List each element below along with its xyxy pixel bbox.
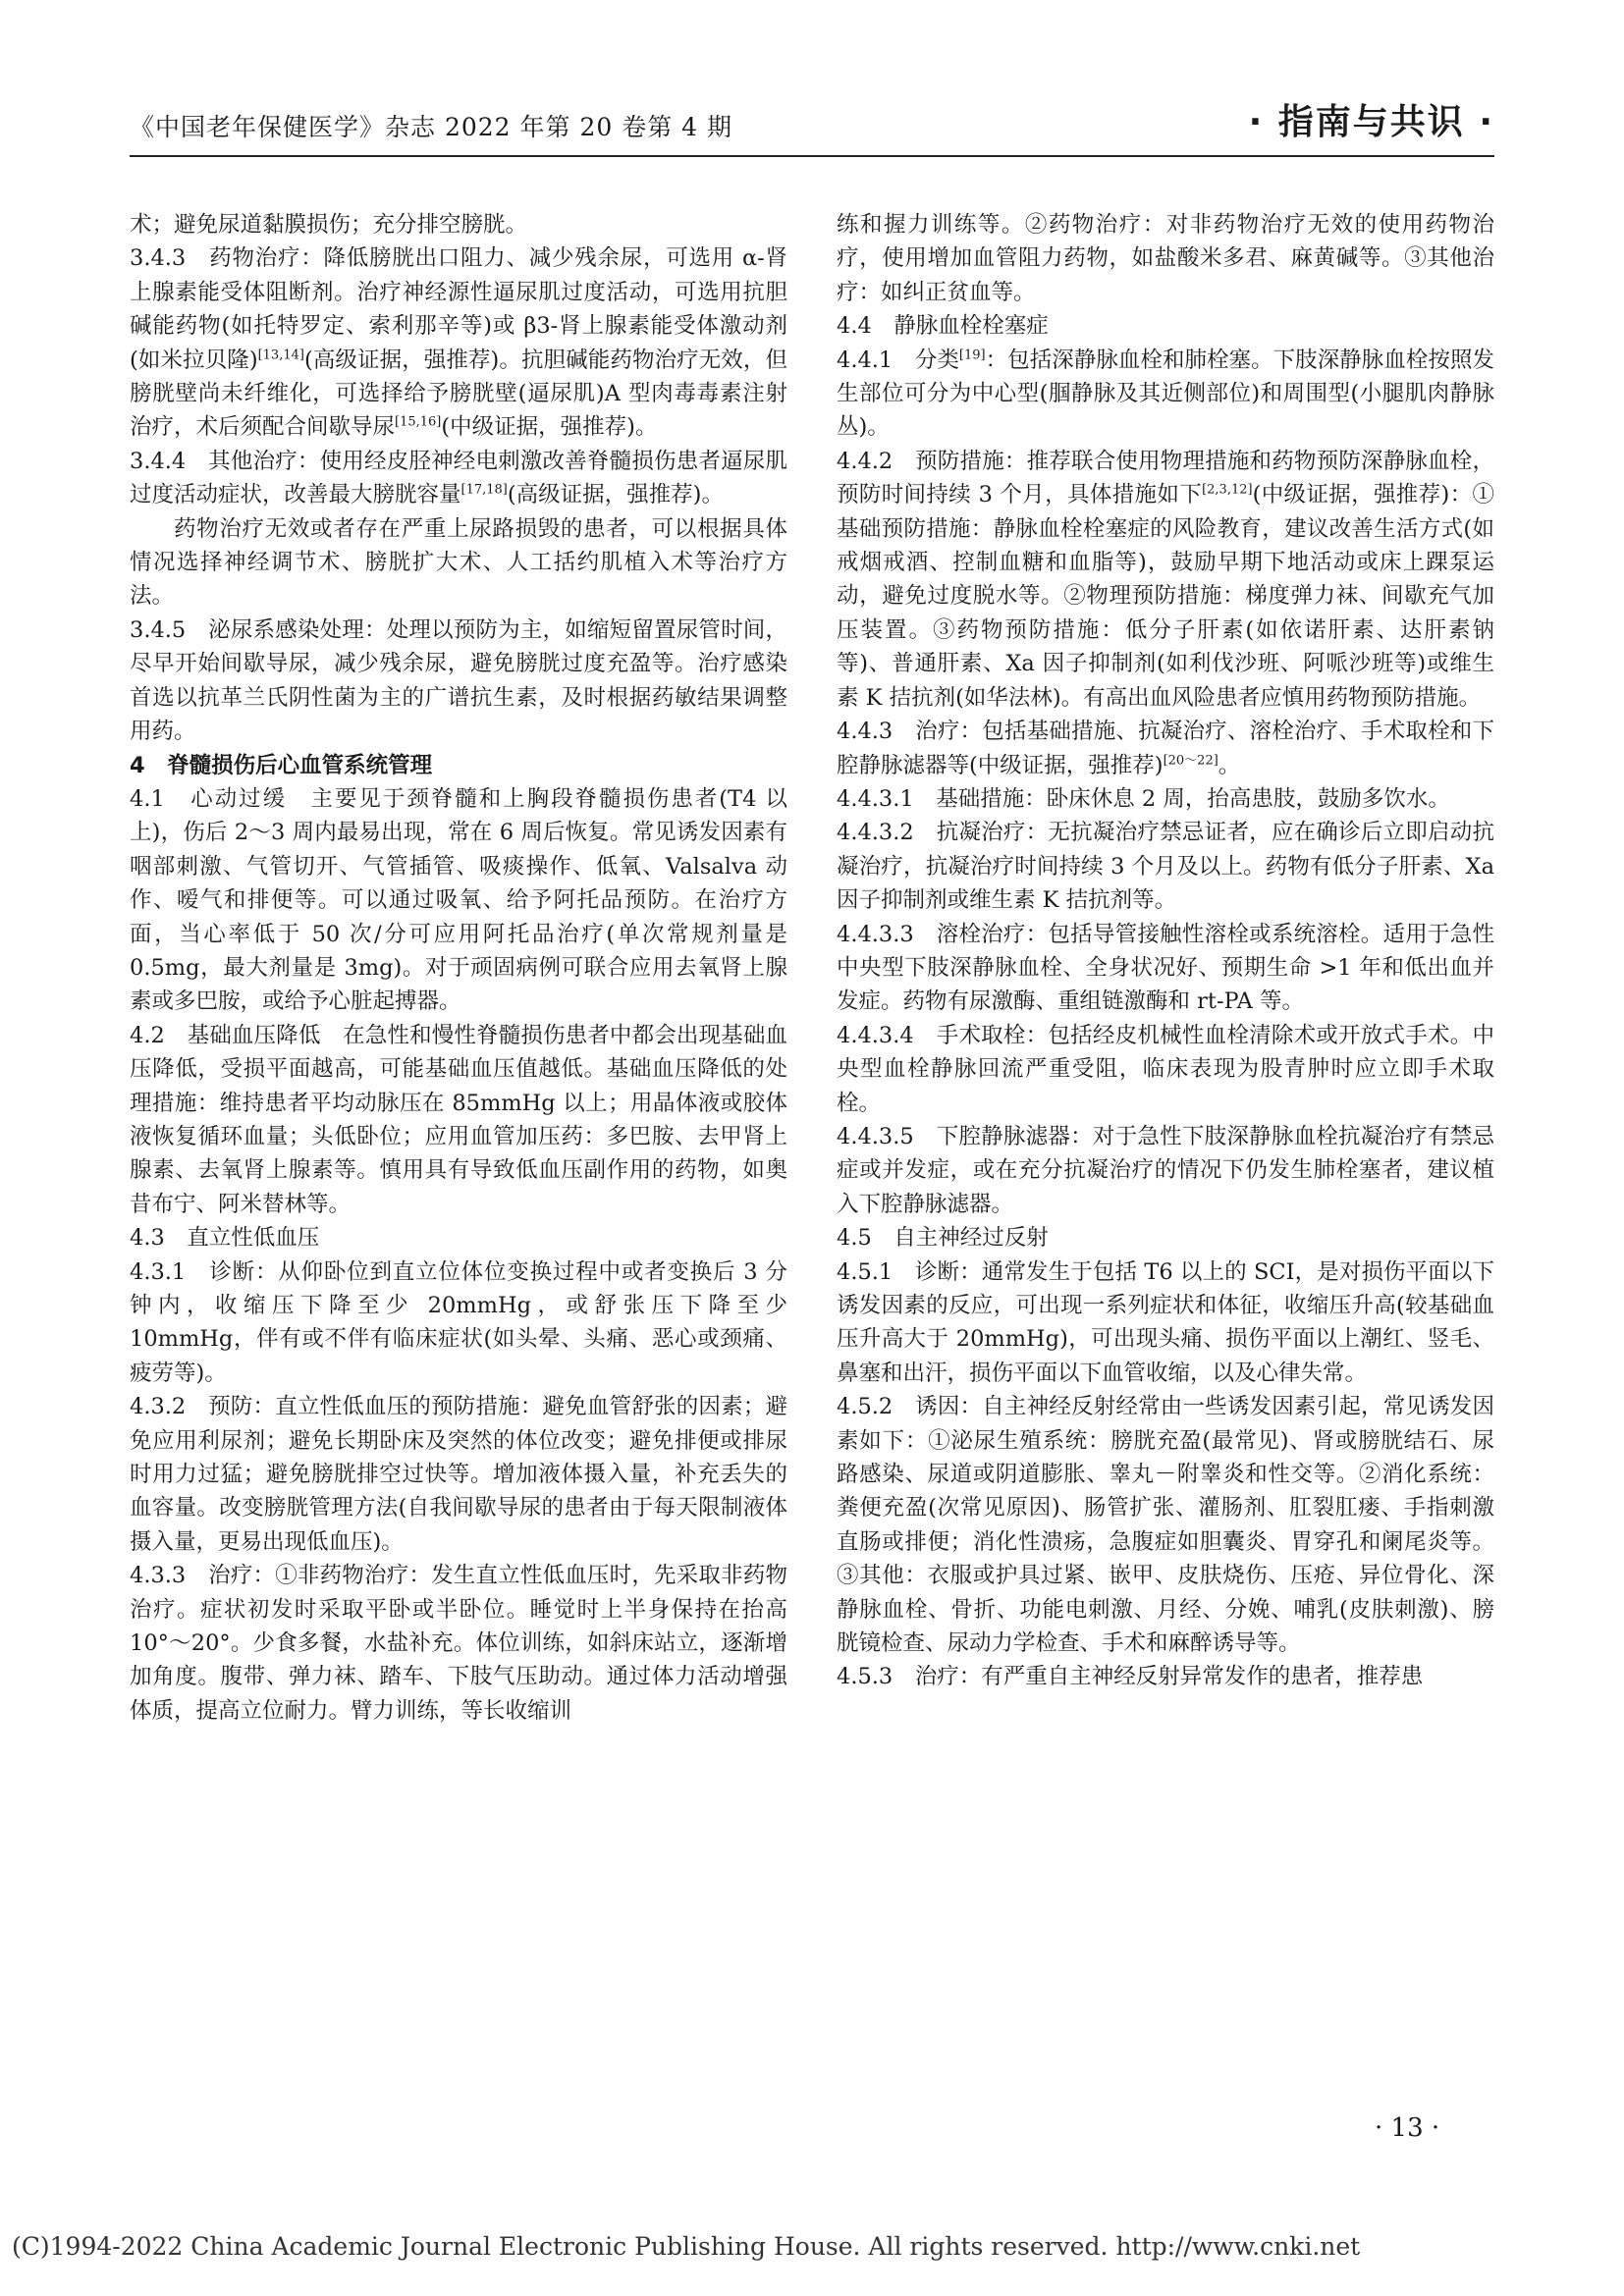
- paragraph-text: 术；避免尿道黏膜损伤；充分排空膀胱。: [130, 212, 528, 238]
- paragraph: [837, 715, 1494, 782]
- copyright-footer: (C)1994-2022 China Academic Journal Electronic Publishing House. All rights reserved. http://www.cnki.net: [12, 2232, 1361, 2261]
- section-label: · 指南与共识 ·: [1248, 102, 1494, 142]
- paragraph-text: 4.4 静脉血栓栓塞症: [837, 313, 1049, 340]
- paragraph-text: 4.5.2 诱因：自主神经反射经常由一些诱发因素引起，常见诱发因素如下：①泌尿生殖系统：膀胱充盈(最常见)、肾或膀胱结石、尿路感染、尿道或阴道膨胀、睾丸－附睾炎和性交等。②消化系统：粪便充盈(次常见原因)、肠管扩张、灌肠剂、肛裂肛瘘、手指刺激直肠或排便；消化性溃疡，急腹症如胆囊炎、胃穿孔和阑尾炎等。③其他：衣服或护具过紧、嵌甲、皮肤烧伤、压疮、异位骨化、深静脉血栓、骨折、功能电刺激、月经、分娩、哺乳(皮肤刺激)、膀胱镜检查、尿动力学检查、手术和麻醉诱导等。: [837, 1394, 1494, 1657]
- paragraph-text: 3.4.5 泌尿系感染处理：处理以预防为主，如缩短留置尿管时间，尽早开始间歇导尿，减少残余尿，避免膀胱过度充盈等。治疗感染首选以抗革兰氏阴性菌为主的广谱抗生素，及时根据药敏结果调整用药。: [130, 616, 787, 745]
- paragraph-text: 4.3.2 预防：直立性低血压的预防措施：避免血管舒张的因素；避免应用利尿剂；避免长期卧床及突然的体位改变；避免排便或排尿时用力过猛；避免膀胱排空过快等。增加液体摄入量，补充丢失的血容量。改变膀胱管理方法(自我间歇导尿的患者由于每天限制液体摄入量，更易出现低血压)。: [130, 1394, 787, 1555]
- citation-ref: [13,14]: [257, 347, 304, 363]
- paragraph-text: 4.5 自主神经过反射: [837, 1225, 1049, 1252]
- paragraph-text: 练和握力训练等。②药物治疗：对非药物治疗无效的使用药物治疗，使用增加血管阻力药物，如盐酸米多君、麻黄碱等。③其他治疗：如纠正贫血等。: [837, 212, 1494, 305]
- paragraph: [130, 1559, 787, 1728]
- paragraph-text: (高级证据，强推荐)。: [507, 482, 724, 508]
- citation-ref: [15,16]: [395, 414, 442, 430]
- citation-ref: [2,3,12]: [1202, 482, 1253, 498]
- paragraph: [837, 1120, 1494, 1221]
- citation-ref: [17,18]: [460, 482, 508, 498]
- paragraph: [837, 782, 1494, 816]
- paragraph-text: 4.4.1 分类: [837, 347, 959, 373]
- paragraph: [837, 1019, 1494, 1120]
- paragraph-text: 4.3.1 诊断：从仰卧位到直立位体位变换过程中或者变换后 3 分钟内，收缩压下降至少 20mmHg，或舒张压下降至少 10mmHg，伴有或不伴有临床症状(如头晕、头痛、恶心或颈痛、疲劳等)。: [130, 1258, 787, 1386]
- paragraph-text: 4.4.3.5 下腔静脉滤器：对于急性下肢深静脉血栓抗凝治疗有禁忌症或并发症，或在充分抗凝治疗的情况下仍发生肺栓塞者，建议植入下腔静脉滤器。: [837, 1123, 1494, 1217]
- heading-text: 4 脊髓损伤后心血管系统管理: [130, 752, 433, 778]
- paragraph-text: 4.3.3 治疗：①非药物治疗：发生直立性低血压时，先采取非药物治疗。症状初发时采取平卧或半卧位。睡觉时上半身保持在抬高 10°～20°。少食多餐，水盐补充。体位训练，如斜床站立，逐渐增加角度。腹带、弹力袜、踏车、下肢气压助动。通过体力活动增强体质，提高立位耐力。臂力训练，等长收缩训: [130, 1563, 787, 1724]
- paragraph-text: 4.4.3.2 抗凝治疗：无抗凝治疗禁忌证者，应在确诊后立即启动抗凝治疗，抗凝治疗时间持续 3 个月及以上。药物有低分子肝素、Xa 因子抑制剂或维生素 K 拮抗剂等。: [837, 820, 1494, 914]
- section-heading: [130, 749, 787, 782]
- paragraph-text: 药物治疗无效或者存在严重上尿路损毁的患者，可以根据具体情况选择神经调节术、膀胱扩大术、人工括约肌植入术等治疗方法。: [130, 515, 787, 610]
- journal-header: 《中国老年保健医学》杂志 2022 年第 20 卷第 4 期: [130, 113, 733, 141]
- paragraph: [837, 1255, 1494, 1391]
- paragraph: [837, 445, 1494, 715]
- paragraph: [837, 208, 1494, 309]
- citation-ref: [20～22]: [1163, 753, 1218, 768]
- paragraph-text: 4.2 基础血压降低 在急性和慢性脊髓损伤患者中都会出现基础血压降低，受损平面越高，可能基础血压值越低。基础血压降低的处理措施：维持患者平均动脉压在 85mmHg 以上；用晶体液或胶体液恢复循环血量；头低卧位；应用血管加压药：多巴胺、去甲肾上腺素、去氧肾上腺素等。慎用具有导致低血压副作用的药物，如奥昔布宁、阿米替林等。: [130, 1022, 787, 1217]
- page-number: · 13 ·: [1375, 2113, 1440, 2143]
- paragraph: [130, 1390, 787, 1559]
- paragraph: [130, 614, 787, 749]
- paragraph-text: 4.5.1 诊断：通常发生于包括 T6 以上的 SCI，是对损伤平面以下诱发因素的反应，可出现一系列症状和体征，收缩压升高(较基础血压升高大于 20mmHg)，可出现头痛、损伤平面以上潮红、竖毛、鼻塞和出汗，损伤平面以下血管收缩，以及心律失常。: [837, 1258, 1494, 1386]
- paragraph: [837, 1221, 1494, 1255]
- paragraph: [837, 344, 1494, 445]
- paragraph: [130, 782, 787, 1019]
- paragraph: [130, 1255, 787, 1391]
- paragraph-text: 。: [1218, 752, 1241, 778]
- paragraph-text: (中级证据，强推荐)。: [441, 414, 658, 441]
- paragraph: [130, 445, 787, 512]
- citation-ref: [19]: [958, 347, 986, 363]
- paragraph-text: 4.4.3.1 基础措施：卧床休息 2 周，抬高患肢，鼓励多饮水。: [837, 785, 1450, 812]
- paragraph-text: 4.4.3 治疗：包括基础措施、抗凝治疗、溶栓治疗、手术取栓和下腔静脉滤器等(中级证据，强推荐): [837, 719, 1494, 778]
- paragraph-text: ：包括深静脉血栓和肺栓塞。下肢深静脉血栓按照发生部位可分为中心型(腘静脉及其近侧部位)和周围型(小腿肌肉静脉丛)。: [837, 347, 1494, 441]
- paragraph: [130, 1019, 787, 1221]
- paragraph: [130, 241, 787, 444]
- paragraph: [130, 208, 787, 241]
- paragraph: [837, 816, 1494, 917]
- paragraph: [837, 1390, 1494, 1660]
- paragraph-text: 3.4.3 药物治疗：降低膀胱出口阻力、减少残余尿，可选用 α-肾上腺素能受体阻断剂。治疗神经源性逼尿肌过度活动，可选用抗胆碱能药物(如托特罗定、索利那辛等)或 β3-肾上腺素能受体激动剂(如米拉贝隆): [130, 245, 787, 373]
- paragraph-text: 3.4.4 其他治疗：使用经皮胫神经电刺激改善脊髓损伤患者逼尿肌过度活动症状，改善最大膀胱容量: [130, 448, 787, 508]
- paragraph-text: 4.5.3 治疗：有严重自主神经反射异常发作的患者，推荐患: [837, 1664, 1424, 1690]
- paragraph-text: (高级证据，强推荐)。抗胆碱能药物治疗无效，但膀胱壁尚未纤维化，可选择给予膀胱壁(逼尿肌)A 型肉毒毒素注射治疗，术后须配合间歇导尿: [130, 347, 787, 441]
- paragraph-text: 4.1 心动过缓 主要见于颈脊髓和上胸段脊髓损伤患者(T4 以上)，伤后 2～3 周内最易出现，常在 6 周后恢复。常见诱发因素有咽部刺激、气管切开、气管插管、吸痰操作、低氧、Valsalva 动作、嗳气和排便等。可以通过吸氧、给予阿托品预防。在治疗方面，当心率低于 50 次/分可应用阿托品治疗(单次常规剂量是 0.5mg，最大剂量是 3mg)。对于顽固病例可联合应用去氧肾上腺素或多巴胺，或给予心脏起搏器。: [130, 785, 787, 1015]
- right-column: [837, 208, 1494, 1694]
- left-column: [130, 208, 787, 1728]
- paragraph: [130, 512, 787, 614]
- paragraph-text: 4.4.2 预防措施：推荐联合使用物理措施和药物预防深静脉血栓，预防时间持续 3 个月，具体措施如下: [837, 448, 1494, 508]
- paragraph: [837, 918, 1494, 1019]
- header-rule: [130, 155, 1494, 157]
- paragraph-text: 4.4.3.4 手术取栓：包括经皮机械性血栓清除术或开放式手术。中央型血栓静脉回流严重受阻，临床表现为股青肿时应立即手术取栓。: [837, 1022, 1494, 1116]
- paragraph: [837, 309, 1494, 343]
- paragraph: [837, 1660, 1494, 1693]
- paragraph-text: (中级证据，强推荐)：①基础预防措施：静脉血栓栓塞症的风险教育，建议改善生活方式(如戒烟戒酒、控制血糖和血脂等)，鼓励早期下地活动或床上踝泵运动，避免过度脱水等。②物理预防措施：梯度弹力袜、间歇充气加压装置。③药物预防措施：低分子肝素(如依诺肝素、达肝素钠等)、普通肝素、Xa 因子抑制剂(如利伐沙班、阿哌沙班等)或维生素 K 拮抗剂(如华法林)。有高出血风险患者应慎用药物预防措施。: [837, 482, 1494, 711]
- paragraph-text: 4.4.3.3 溶栓治疗：包括导管接触性溶栓或系统溶栓。适用于急性中央型下肢深静脉血栓、全身状况好、预期生命 >1 年和低出血并发症。药物有尿激酶、重组链激酶和 rt-PA 等。: [837, 921, 1494, 1015]
- paragraph-text: 4.3 直立性低血压: [130, 1225, 320, 1252]
- paragraph: [130, 1221, 787, 1255]
